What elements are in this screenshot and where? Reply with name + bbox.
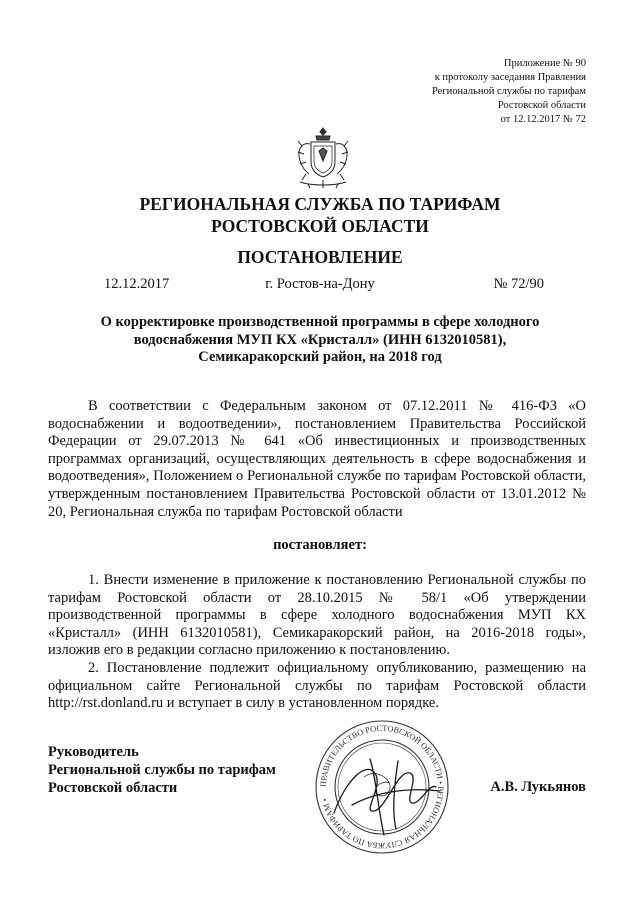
appendix-line: от 12.12.2017 № 72 bbox=[500, 114, 586, 125]
appendix-line: Региональной службы по тарифам bbox=[431, 86, 586, 97]
seal-text-path: ПРАВИТЕЛЬСТВО РОСТОВСКОЙ ОБЛАСТИ • РЕГИОНАЛЬНАЯ СЛУЖБА ПО ТАРИФАМ • bbox=[318, 723, 446, 851]
preamble-paragraph: В соответствии с Федеральным законом от 07.12.2011 № 416-ФЗ «О водоснабжении и водоотведении», постановлением Правительства Российской Федерации от 29.07.2013 № 641 «Об инвестиционных и производственных программах организаций, осуществляющих деятельность в сфере водоснабжения и водоотведения», Положением о Региональной службе по тарифам Ростовской области, утвержденным постановлением Правительства Ростовской области от 13.01.2012 № 20, Региональная служба по тарифам Ростовской области bbox=[48, 398, 586, 520]
subject-line: О корректировке производственной программы в сфере холодного bbox=[100, 314, 540, 330]
document-date: 12.12.2017 bbox=[104, 276, 170, 292]
document-type-title: ПОСТАНОВЛЕНИЕ bbox=[237, 247, 403, 267]
official-seal-stamp bbox=[312, 717, 452, 857]
decree-word: постановляет: bbox=[273, 537, 367, 553]
document-city: г. Ростов-на-Дону bbox=[265, 276, 375, 292]
appendix-note bbox=[432, 57, 586, 127]
item-1-paragraph: 1. Внести изменение в приложение к постановлению Региональной службы по тарифам Ростовской области от 28.10.2015 № 58/1 «Об утверждении производственной программы в сфере холодного водоснабжения МУП КХ «Кристалл» (ИНН 6132010581), Семикаракорский район, на 2016-2018 годы», изложив его в редакции согласно приложению к постановлению. bbox=[48, 572, 586, 659]
agency-name bbox=[0, 193, 640, 237]
signer-title-line: Региональной службы по тарифам bbox=[48, 762, 276, 778]
subject-line: водоснабжения МУП КХ «Кристалл» (ИНН 6132010581), bbox=[133, 331, 507, 348]
appendix-line: Ростовской области bbox=[497, 100, 586, 111]
appendix-line: Приложение № 90 bbox=[503, 58, 586, 69]
signer-name: А.В. Лукьянов bbox=[490, 779, 586, 795]
appendix-line: к протоколу заседания Правления bbox=[434, 72, 586, 83]
document-number: № 72/90 bbox=[493, 276, 544, 292]
signer-title-line: Руководитель bbox=[48, 744, 139, 760]
signer-title bbox=[48, 743, 276, 797]
subject-line: Семикаракорский район, на 2018 год bbox=[198, 349, 442, 365]
document-subject bbox=[60, 314, 580, 367]
agency-name-line: РОСТОВСКОЙ ОБЛАСТИ bbox=[211, 216, 429, 236]
agency-name-line: РЕГИОНАЛЬНАЯ СЛУЖБА ПО ТАРИФАМ bbox=[139, 194, 501, 214]
item-2-paragraph: 2. Постановление подлежит официальному опубликованию, размещению на официальном сайте Региональной службы по тарифам Ростовской области http://rst.donland.ru и вступает в силу в установленном порядке. bbox=[48, 660, 586, 712]
signer-title-line: Ростовской области bbox=[48, 780, 178, 796]
coat-of-arms-emblem-icon bbox=[294, 124, 352, 190]
